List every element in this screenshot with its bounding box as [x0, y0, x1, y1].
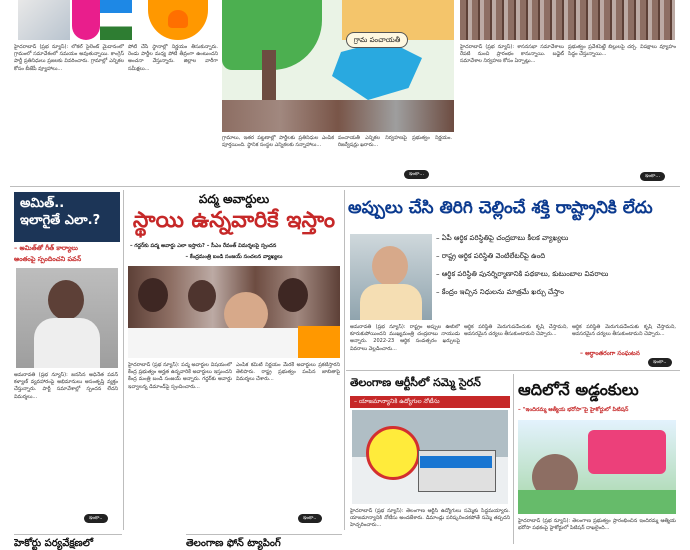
adilo-sub: – "ఇందిరమ్మ ఆత్మీయ భరోసా"పై హైకోర్టులో పిటిషన్ — [518, 407, 629, 413]
sidebar-title-line2: ఇలాగైతే ఎలా.? — [20, 213, 101, 228]
bottom-left-headline: హెకోర్టు పర్యవేక్షణలో — [14, 534, 122, 550]
sidebar-text: అమరావతి (ప్రభ న్యూస్): జనసేన అధినేత పవన్ కళ్యాణ్ వ్యవహారంపై అభిమానులు అసంతృప్తి వ్యక్తం చేస్తున్నారు. పార్టీ సమావేశాల్లో స్పందన లేదని విమర్శలు... — [14, 372, 118, 400]
adilo-headline: ఆదిలోనే అడ్డంకులు — [518, 380, 639, 399]
sidebar-title-line1: అమిత్.. — [20, 196, 65, 211]
top-col6-text: ప్రభుత్వం ప్రవేశపెట్టే బిల్లులపై చర్చ. విపక్షాలు వ్యూహం సిద్ధం చేస్తున్నాయి... — [568, 44, 676, 58]
appulu-bullet1: – ఏపీ ఆర్థిక పరిస్థితిపై చంద్రబాబు కీలక వ్యాఖ్యలు — [436, 234, 569, 242]
adilo-text: హైదరాబాద్ (ప్రభ న్యూస్): తెలంగాణ ప్రభుత్వం ప్రారంభించిన ఇందిరమ్మ ఆత్మీయ భరోసా పథకంపై హైకోర్టులో పిటిషన్ దాఖలైంది... — [518, 518, 676, 532]
top-mid-more-button[interactable]: ఇంకా... — [404, 170, 429, 179]
sidebar-sub1: – అమిత్‌తో గీత్ కార్యాలు — [14, 244, 78, 252]
assembly-photo — [460, 0, 675, 40]
top-right-more-button[interactable]: ఇంకా... — [640, 172, 665, 181]
appulu-more-link[interactable]: – అర్ధాంతరంగా సంఘటన — [580, 350, 640, 357]
top-col2-text: పోటీ చేసే స్థానాల్లో నిర్ణయం తీసుకున్నారు. రెండు పార్టీల మధ్య పోటీ తీవ్రంగా ఉంటుందని అంచనా వేస్తున్నారు. జిల్లాల వారీగా సమీక్షలు... — [128, 44, 218, 72]
appulu-headline: అప్పులు చేసి తిరిగి చెల్లించే శక్తి రాష్ట్రానికి లేదు — [348, 190, 678, 230]
top-col3-text: గ్రామాలు, ఇతర పట్టణాల్లో పార్టీలకు ప్రతినిధుల ఎంపిక పూర్తయింది. స్థానిక సంస్థల ఎన్నికలకు సన్నాహాలు... — [222, 135, 334, 149]
appulu-text2: ఆర్థిక పరిస్థితి మెరుగుపడేందుకు కృషి చేస్తామని, అవసరమైన చర్యలు తీసుకుంటామని చెప్పారు... — [464, 324, 568, 338]
congress-flag-icon — [100, 0, 132, 40]
appulu-text: అమరావతి (ప్రభ న్యూస్): రాష్ట్రం అప్పుల ఊబిలో కూరుకుపోయిందని ముఖ్యమంత్రి చంద్రబాబు నాయుడు అన్నారు. 2022-23 ఆర్థిక సంవత్సరం ఖర్చులపై వివరాలు వెల్లడించారు... — [350, 324, 460, 352]
padma-more-button[interactable]: ఇంకా.. — [298, 514, 322, 523]
padma-kicker: పద్మ అవార్డులు — [198, 192, 270, 206]
appulu-bullet3: – ఆర్థిక పరిస్థితి పునర్నిర్మాణానికి పథకాలు, కుటుంబాల వివరాలు — [436, 270, 609, 278]
top-col4-text: పంచాయతీ ఎన్నికల నిర్వహణపై ప్రభుత్వం నిర్ణయం. రిజర్వేషన్లు ఖరారు... — [338, 135, 452, 149]
pawan-kalyan-photo — [16, 268, 118, 368]
appulu-bullet4: – కేంద్రం ఇచ్చిన నిధులను మాత్రమే ఖర్చు చేస్తాం — [436, 288, 564, 296]
column-divider-2 — [344, 190, 345, 530]
appulu-more-button[interactable]: ఇంకా.. — [648, 358, 672, 367]
rtc-sub: – యాజమాన్యానికి ఉద్యోగుల నోటీసు — [350, 396, 510, 408]
brs-flag-icon — [72, 0, 100, 40]
bandi-sanjay-photo — [128, 266, 340, 358]
padma-headline: స్థాయి ఉన్నవారికే ఇస్తాం — [132, 208, 336, 233]
rtc-text: హైదరాబాద్ (ప్రభ న్యూస్): తెలంగాణ ఆర్టీసీ ఉద్యోగులు సమ్మెకు సిద్ధమయ్యారు. యాజమాన్యానికి నోటీసు అందజేశారు. డిమాండ్లు పరిష్కరించకపోతే సమ్మె తప్పదని హెచ్చరించారు... — [350, 508, 510, 529]
top-col5-text: హైదరాబాద్ (ప్రభ న్యూస్): శాసనసభా సమావేశాలు రేపటి నుంచి ప్రారంభం కానున్నాయి. బడ్జెట్ సమావేశాల నిర్వహణ కోసం ఏర్పాట్లు... — [460, 44, 564, 65]
padma-bullet2: – కేంద్రమంత్రి బండి సంజయ్ సంచలన వ్యాఖ్యలు — [185, 254, 283, 260]
sidebar-headline-box — [14, 192, 120, 242]
column-divider-3 — [513, 374, 514, 544]
bjp-lotus-icon — [148, 0, 208, 40]
rtc-headline: తెలంగాణ ఆర్టీసీలో సమ్మె సైరన్ — [350, 376, 481, 389]
bottom-mid-headline: తెలంగాణ ఫోన్ ట్యాపింగ్ — [186, 534, 342, 550]
appulu-text3: ఆర్థిక పరిస్థితి మెరుగుపడేందుకు కృషి చేస్తామని, అవసరమైన చర్యలు తీసుకుంటామని చెప్పారు... — [572, 324, 676, 338]
top-col1-text: హైదరాబాద్ (ప్రభ న్యూస్): లోకల్ సైలెంట్ మైదానంలో గ్రామంలో సమావేశంలో సమయం అవుతున్నాయి. కాంగ్రెస్ పార్టీ ప్రతినిధులు ప్రజలకు వివరించారు. గ్రామాల్లో ఎన్నికల కోసం బీజేపీ వ్యూహాలు... — [14, 44, 124, 72]
appulu-bullet2: – రాష్ట్ర ఆర్థిక పరిస్థితి వెంటిలేటర్‌పై ఉంది — [436, 252, 546, 260]
section-divider-2 — [346, 370, 680, 371]
section-divider — [10, 186, 680, 187]
padma-bullet1: – గద్దర్‌కు పద్మ అవార్డు ఎలా ఇస్తారు? – సీఎం రేవంత్ విమర్శలపై స్పందన — [130, 243, 277, 249]
chandrababu-photo — [350, 234, 432, 320]
farmer-photo — [518, 420, 676, 514]
village-sign: గ్రామ పంచాయతీ — [346, 32, 408, 48]
padma-text-left: హైదరాబాద్ (ప్రభ న్యూస్): పద్మ అవార్డుల విషయంలో కేంద్ర ప్రభుత్వం అర్హత ఉన్నవారికే అవార్డులు ఇస్తుందని కేంద్ర మంత్రి బండి సంజయ్ అన్నారు. గద్దర్‌కు అవార్డు ఇవ్వాలన్న డిమాండ్‌పై స్పందించారు... — [128, 362, 232, 390]
sidebar-more-button[interactable]: ఇంకా.. — [84, 514, 108, 523]
party-logo-image — [18, 0, 70, 40]
gram-panchayat-illustration — [222, 0, 454, 132]
appulu-bullets — [436, 234, 676, 320]
column-divider — [123, 190, 124, 530]
padma-text-right: ఎంపిక కమిటీ నిర్ణయం మేరకే అవార్డులు ప్రకటిస్తారని తెలిపారు. రాష్ట్ర ప్రభుత్వం పంపిన జాబితాపై విమర్శలు చేశారు... — [236, 362, 340, 383]
rtc-bus-photo — [352, 410, 508, 504]
sidebar-sub2: అంతంపై స్పందించని పవన్ — [14, 255, 82, 263]
